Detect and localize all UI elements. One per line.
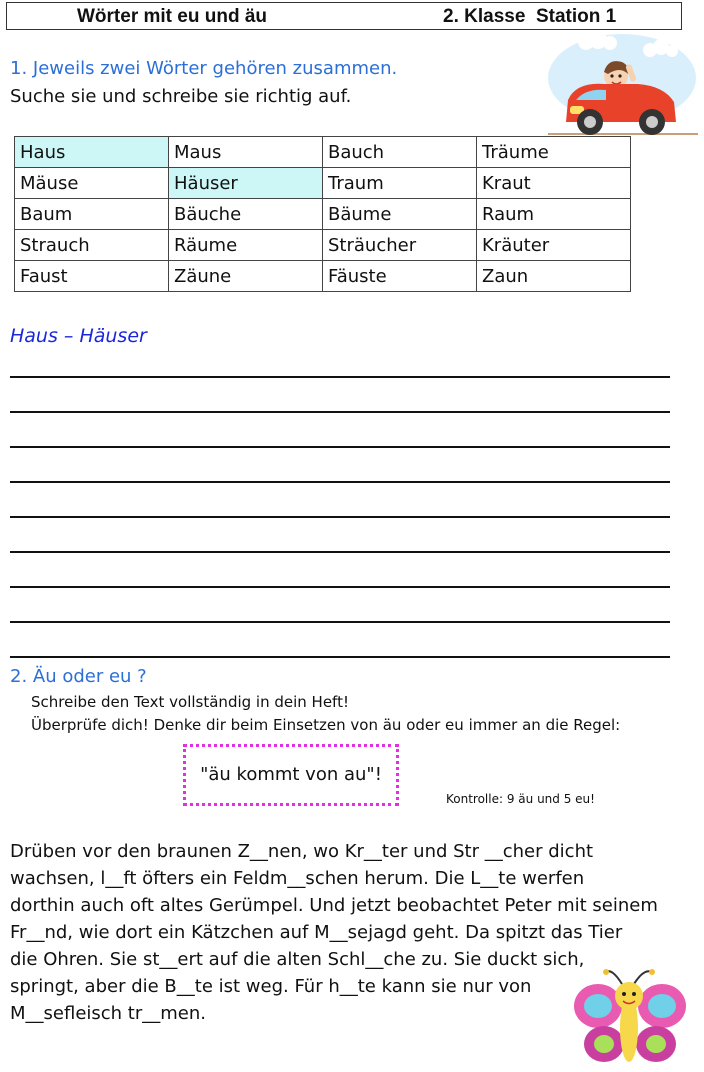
text-line: wachsen, l__ft öfters ein Feldm__schen herum. Die L__te werfen xyxy=(10,868,585,889)
writing-line[interactable] xyxy=(10,516,670,518)
worksheet-header xyxy=(6,2,682,30)
table-cell: Kräuter xyxy=(477,230,631,261)
table-cell: Faust xyxy=(15,261,169,292)
table-cell: Zäune xyxy=(169,261,323,292)
task1-heading: 1. Jeweils zwei Wörter gehören zusammen. xyxy=(10,58,398,79)
rule-box: "äu kommt von au"! xyxy=(183,744,399,806)
table-cell: Maus xyxy=(169,137,323,168)
table-cell: Strauch xyxy=(15,230,169,261)
table-cell: Baum xyxy=(15,199,169,230)
table-cell: Haus xyxy=(15,137,169,168)
table-row xyxy=(15,168,631,199)
table-cell: Träume xyxy=(477,137,631,168)
task2-instruction-1: Schreibe den Text vollständig in dein Heft! xyxy=(31,693,349,711)
writing-line[interactable] xyxy=(10,551,670,553)
table-row xyxy=(15,261,631,292)
writing-line[interactable] xyxy=(10,411,670,413)
table-row xyxy=(15,230,631,261)
table-cell: Raum xyxy=(477,199,631,230)
table-cell: Fäuste xyxy=(323,261,477,292)
text-line: Drüben vor den braunen Z__nen, wo Kr__ter und Str __cher dicht xyxy=(10,841,594,862)
writing-line[interactable] xyxy=(10,586,670,588)
kontrolle-note: Kontrolle: 9 äu und 5 eu! xyxy=(446,792,595,806)
writing-line[interactable] xyxy=(10,446,670,448)
table-cell: Häuser xyxy=(169,168,323,199)
task1-instruction: Suche sie und schreibe sie richtig auf. xyxy=(10,86,352,107)
writing-line[interactable] xyxy=(10,376,670,378)
worksheet-title: Wörter mit eu und äu xyxy=(77,6,267,27)
car-driver-illustration-icon xyxy=(546,30,698,138)
table-cell: Mäuse xyxy=(15,168,169,199)
table-row xyxy=(15,199,631,230)
table-cell: Bauch xyxy=(323,137,477,168)
table-cell: Kraut xyxy=(477,168,631,199)
writing-line[interactable] xyxy=(10,656,670,658)
table-row xyxy=(15,137,631,168)
word-table xyxy=(14,136,631,292)
class-station-label: 2. Klasse Station 1 xyxy=(443,6,617,27)
table-cell: Bäume xyxy=(323,199,477,230)
writing-line[interactable] xyxy=(10,621,670,623)
text-line: Fr__nd, wie dort ein Kätzchen auf M__sejagd geht. Da spitzt das Tier xyxy=(10,922,623,943)
table-cell: Traum xyxy=(323,168,477,199)
text-line: M__sefleisch tr__men. xyxy=(10,1003,206,1024)
table-cell: Bäuche xyxy=(169,199,323,230)
writing-line[interactable] xyxy=(10,481,670,483)
text-line: dorthin auch oft altes Gerümpel. Und jetzt beobachtet Peter mit seinem xyxy=(10,895,658,916)
table-cell: Sträucher xyxy=(323,230,477,261)
table-cell: Zaun xyxy=(477,261,631,292)
text-line: springt, aber die B__te ist weg. Für h__te kann sie nur von xyxy=(10,976,532,997)
text-line: die Ohren. Sie st__ert auf die alten Schl__che zu. Sie duckt sich, xyxy=(10,949,585,970)
butterfly-illustration-icon xyxy=(572,966,690,1068)
example-answer: Haus – Häuser xyxy=(10,325,147,347)
task2-instruction-2: Überprüfe dich! Denke dir beim Einsetzen von äu oder eu immer an die Regel: xyxy=(31,716,621,734)
task2-heading: 2. Äu oder eu ? xyxy=(10,666,147,687)
table-cell: Räume xyxy=(169,230,323,261)
